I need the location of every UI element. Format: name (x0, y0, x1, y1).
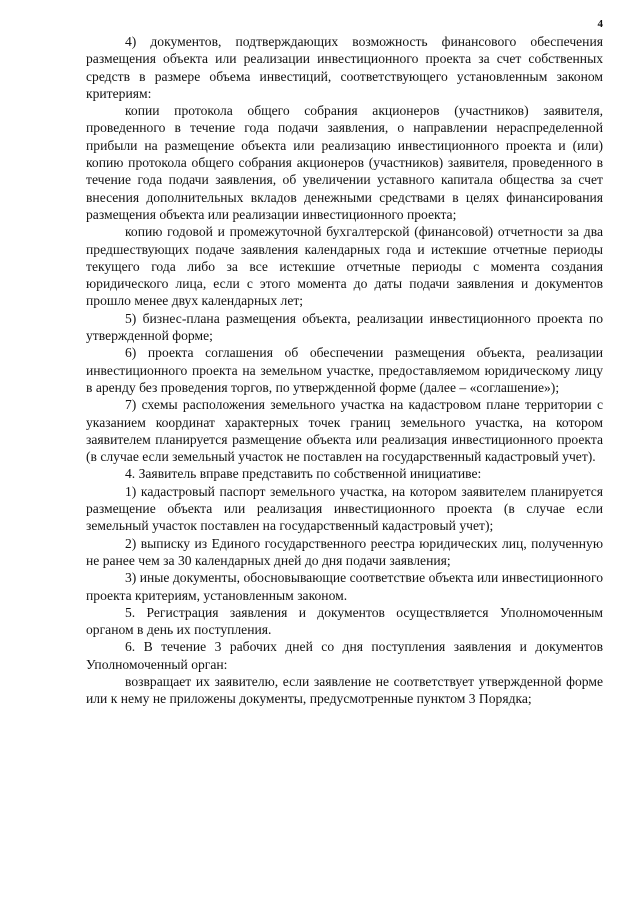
paragraph-protocol-copies: копии протокола общего собрания акционеров (участников) заявителя, проведенного в течение года подачи заявления, о направлении нераспределенной прибыли на размещение объекта или реализацию инвестиционного проекта и (или) копию протокола общего собрания акционеров (участников) заявителя, проведенного в течение года подачи заявления, об увеличении уставного капитала общества за счет внесения дополнительных вкладов денежными средствами в целях финансирования размещения объекта или реализации инвестиционного проекта; (86, 103, 603, 222)
paragraph-financial-statements: копию годовой и промежуточной бухгалтерской (финансовой) отчетности за два предшествующих подаче заявления календарных года и истекшие отчетные периоды текущего года либо за все истекшие отчетные периоды с момента создания юридического лица, если с этого момента до даты подачи заявления и документов прошло менее двух календарных лет; (86, 224, 603, 309)
paragraph-item-6-agreement: 6) проекта соглашения об обеспечении размещения объекта, реализации инвестиционного проекта на земельном участке, предоставляемом юридическому лицу в аренду без проведения торгов, по утвержденной форме (далее – «соглашение»); (86, 345, 603, 395)
document-body (86, 33, 603, 708)
paragraph-return-to-applicant: возвращает их заявителю, если заявление не соответствует утвержденной форме или к нему не приложены документы, предусмотренные пунктом 3 Порядка; (86, 673, 603, 707)
paragraph-item-7-site-scheme: 7) схемы расположения земельного участка на кадастровом плане территории с указанием координат характерных точек границ земельного участка, на котором заявителем планируется размещение объекта или реализация инвестиционного проекта (в случае если земельный участок не поставлен на государственный кадастровый учет). (86, 397, 603, 465)
paragraph-item-5-business-plan: 5) бизнес-плана размещения объекта, реализации инвестиционного проекта по утвержденной форме; (86, 310, 603, 344)
paragraph-other-documents: 3) иные документы, обосновывающие соответствие объекта или инвестиционного проекта критериям, установленным законом. (86, 570, 603, 603)
paragraph-section-5: 5. Регистрация заявления и документов осуществляется Уполномоченным органом в день их поступления. (86, 604, 603, 638)
page-number: 4 (597, 18, 603, 30)
paragraph-section-6: 6. В течение 3 рабочих дней со дня поступления заявления и документов Уполномоченный орган: (86, 639, 603, 672)
paragraph-cadastral-passport: 1) кадастровый паспорт земельного участка, на котором заявителем планируется размещение объекта или реализация инвестиционного проекта (в случае если земельный участок поставлен на государственный кадастровый учет); (86, 483, 603, 534)
paragraph-section-4: 4. Заявитель вправе представить по собственной инициативе: (125, 466, 482, 482)
paragraph-registry-extract: 2) выписку из Единого государственного реестра юридических лиц, полученную не ранее чем за 30 календарных дней до дня подачи заявления; (86, 535, 603, 568)
paragraph-item-4-docs: 4) документов, подтверждающих возможность финансового обеспечения размещения объекта или реализации инвестиционного проекта за счет собственных средств в размере объема инвестиций, соответствующего установленным законом критериям: (86, 34, 603, 101)
